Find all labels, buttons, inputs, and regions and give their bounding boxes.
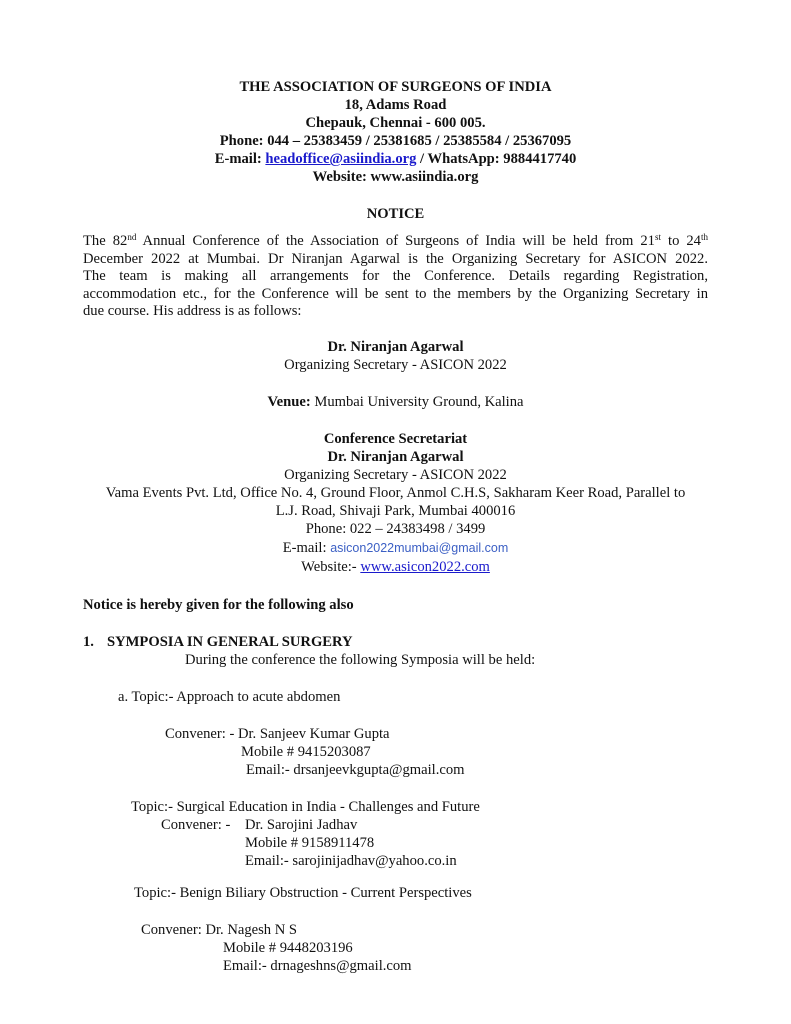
org-name: THE ASSOCIATION OF SURGEONS OF INDIA [239, 79, 552, 95]
symposium-2-mobile: Mobile # 9158911478 [245, 835, 375, 851]
intro-line-1 [83, 233, 708, 251]
venue-line [0, 394, 791, 412]
intro-text: Annual Conference of the Association of Surgeons of India will be held from 21 [136, 233, 655, 249]
secretary-role: Organizing Secretary - ASICON 2022 [284, 357, 507, 373]
section-1-subtitle: During the conference the following Symposia will be held: [185, 652, 536, 668]
intro-line-2: December 2022 at Mumbai. Dr Niranjan Agarwal is the Organizing Secretary for ASICON 2022. [83, 250, 708, 267]
org-phone: Phone: 044 – 25383459 / 25381685 / 25385584 / 25367095 [219, 133, 572, 149]
org-address-line1: 18, Adams Road [344, 97, 447, 113]
org-address-line2: Chepauk, Chennai - 600 005. [305, 115, 486, 131]
venue-value: Mumbai University Ground, Kalina [310, 394, 524, 410]
secretariat-name: Dr. Niranjan Agarwal [327, 449, 464, 465]
symposium-2-convener: Dr. Sarojini Jadhav [245, 817, 358, 833]
venue-label: Venue: [267, 394, 311, 410]
symposium-2-convener-label: Convener: - [161, 817, 231, 833]
symposium-1-topic: a. Topic:- Approach to acute abdomen [118, 689, 341, 705]
org-email-link[interactable]: headoffice@asiindia.org [265, 151, 417, 167]
secretariat-website-link[interactable]: www.asicon2022.com [360, 559, 490, 575]
notice-title: NOTICE [366, 206, 425, 222]
symposium-2-topic: Topic:- Surgical Education in India - Challenges and Future [131, 799, 480, 815]
org-email-label: E-mail: [214, 151, 266, 167]
intro-paragraph [83, 233, 708, 321]
org-whatsapp: / WhatsApp: 9884417740 [416, 151, 577, 167]
symposium-1-mobile: Mobile # 9415203087 [241, 744, 371, 760]
intro-line-3: The team is making all arrangements for the Conference. Details regarding Registration, [83, 268, 708, 285]
secretariat-email-line [0, 540, 791, 558]
secretariat-address-1: Vama Events Pvt. Ltd, Office No. 4, Ground Floor, Anmol C.H.S, Sakharam Keer Road, Parallel to [105, 485, 686, 501]
symposium-1-convener: Convener: - Dr. Sanjeev Kumar Gupta [165, 726, 390, 742]
intro-line-5: due course. His address is as follows: [83, 303, 302, 320]
intro-text: The 82 [83, 233, 128, 249]
notice-also-heading: Notice is hereby given for the following also [83, 597, 354, 613]
org-email-line [0, 151, 791, 169]
secretariat-website-label: Website:- [301, 559, 361, 575]
superscript: st [654, 232, 661, 242]
section-1-title: SYMPOSIA IN GENERAL SURGERY [107, 634, 353, 650]
intro-text: to 24 [661, 233, 701, 249]
symposium-1-email: Email:- drsanjeevkgupta@gmail.com [246, 762, 465, 778]
secretariat-email-label: E-mail: [282, 540, 331, 556]
secretariat-email-link[interactable]: asicon2022mumbai@gmail.com [330, 541, 509, 555]
secretariat-website-line [0, 559, 791, 577]
section-1-number: 1. [83, 634, 94, 650]
org-website: Website: www.asiindia.org [312, 169, 479, 185]
secretariat-phone: Phone: 022 – 24383498 / 3499 [305, 521, 486, 537]
superscript: nd [127, 232, 137, 242]
symposium-3-mobile: Mobile # 9448203196 [223, 940, 353, 956]
symposium-3-convener: Convener: Dr. Nagesh N S [141, 922, 298, 938]
secretariat-title: Conference Secretariat [323, 431, 468, 447]
symposium-2-email: Email:- sarojinijadhav@yahoo.co.in [245, 853, 457, 869]
symposium-3-topic: Topic:- Benign Biliary Obstruction - Current Perspectives [134, 885, 472, 901]
superscript: th [700, 232, 708, 242]
secretariat-role: Organizing Secretary - ASICON 2022 [284, 467, 507, 483]
symposium-3-email: Email:- drnageshns@gmail.com [223, 958, 412, 974]
intro-line-4: accommodation etc., for the Conference will be sent to the members by the Organizing Secretary in [83, 285, 708, 302]
secretariat-address-2: L.J. Road, Shivaji Park, Mumbai 400016 [275, 503, 516, 519]
secretary-name: Dr. Niranjan Agarwal [327, 339, 464, 355]
